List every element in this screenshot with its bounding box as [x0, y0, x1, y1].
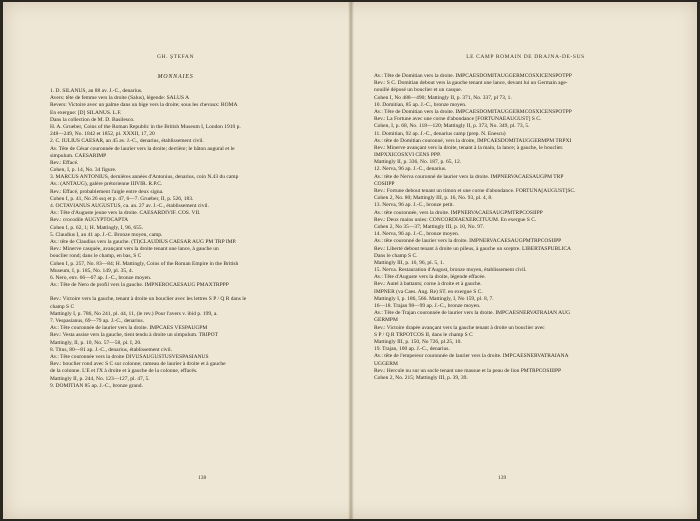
text-line: 14. Nerva, 96 ap. J.-C., bronze moyen.	[374, 231, 460, 238]
text-line: Cohen I, p. 257, No. 83—84; H. Mattingly, Coins of the Roman Empire in the British	[50, 260, 239, 267]
text-line: Mattingly III, p. 16, 96, pl. 5, 1.	[374, 259, 444, 266]
text-line: Rev.: Victoire drapée avançant vers la gauche tenant à droite un bouclier avec	[374, 324, 545, 331]
text-line: Rev.: Minerve casquée, avançant vers la droite tenant une lance, à gauche un	[50, 246, 219, 253]
text-line: bouclier rond; dans le champ, en bas, S C	[50, 253, 142, 260]
text-line: Rev.: S C. Domitian debout vers la gauche tenant une lance, devant lui un Germain age-	[374, 80, 568, 87]
right-page	[354, 2, 697, 519]
text-line: IMPNER (va Caes. Aug. Re) ST. en exergue S C.	[374, 288, 483, 295]
text-line: Rev.: Effacé, probablement l'aigle entre deux signa.	[50, 188, 164, 195]
text-line: 11. Domitian, 92 ap. J.-C., denarius camp (prep. N. Enescu)	[374, 130, 506, 137]
section-title: MONNAIES	[157, 74, 194, 80]
text-line: Mattingly II, p. 336, No. 187, p. 65, 12.	[374, 159, 462, 166]
text-line: de la colonne. L'E et l'X à droite et à gauche de la colonne, effacés.	[50, 368, 198, 375]
text-line: Museum, I, p. 185, No. 149, pl. 35, 4.	[50, 267, 133, 274]
text-line: Cohen 2, No. 80; Mattingly III, p. 16, No. 93, pl. 4, 8.	[374, 195, 493, 202]
text-line: UGGERM	[374, 360, 398, 367]
running-head-left: GH. ŞTEFAN	[156, 54, 195, 60]
left-page-text	[50, 88, 320, 390]
text-line: Av.: Tête couronnée vers la droite DIVUSAUGUSTUSVESPASIANUS	[50, 353, 209, 360]
text-line: 2. C. IULIUS CAESAR, an 45 av. J.-C., denarius, établissement civil.	[50, 138, 204, 145]
text-line: Av.: tête de Domitian couronné, vers la droite, IMPCAESDOMITAUGGERMPM TRPXI	[374, 137, 572, 144]
text-line: GERMPM	[374, 317, 398, 324]
text-line: S P / Q R TRPOTCOS II, dans le champ S C	[374, 331, 473, 338]
text-line: H. A. Grueber, Coins of the Roman Republic in the British Museum I, London 1910 p.	[50, 123, 241, 130]
text-line: Dans le champ S C.	[374, 252, 418, 259]
text-line: Av.: Tête couronnée de laurier vers la droite. IMPCAES VESPAUGPM	[50, 325, 208, 332]
text-line: 16—18. Trajan 98—99 ap. J.-C., bronze moyen.	[374, 303, 481, 309]
text-line: En exergue: [D] SILANUS. L.F.	[50, 109, 122, 116]
text-line: Av.: tête couronné de laurier vers la droite. IMPNERVACAESAUGPMTRPCOSIIPP	[374, 238, 562, 245]
text-line: 9. DOMITIAN 85 ap. J.-C., bronze grand.	[50, 382, 143, 389]
text-line: Mattingly, II, p. 10, No. 57—58, pl. I, 20.	[50, 339, 142, 346]
text-line: Cohen, I, p. 68, No. 118—120; Mattingly II, p. 373, No. 349, pl. 73, 5.	[374, 123, 530, 130]
text-line: 5. Claudius I, an 41 ap. J.-C. Bronze moyen, camp.	[50, 231, 163, 238]
text-line: nouillé déposé un bouclier et un casque.	[374, 87, 463, 94]
page-number-left: 138	[198, 475, 207, 481]
text-line: 19. Trajan, 100 ap. J.-C., denarius.	[374, 346, 450, 353]
page-number-right: 139	[498, 475, 507, 481]
text-line: 13. Nerva, 96 ap. J.-C., bronze petit.	[374, 202, 454, 209]
text-line: Av.: Tête de Domitian vers la droite. IMPCAESDOMITAUGGERMCOSXICENSPOTPP	[374, 73, 572, 79]
text-line: Rev.: Victoire vers la gauche, tenant à droite un bouclier avec les lettres S P / Q R dans le	[50, 296, 247, 303]
text-line: Av.: tête de l'empereur couronnée de laurier vers la droite. IMPCAESNERVATRAIANA	[374, 353, 569, 360]
text-line: Mattingly I, p. 786, No 241, pl. 44, 11, (le rev.) Pour l'avers v. ibid p. 199, a.	[50, 310, 218, 317]
text-line: 6. Nero, env. 66—67 ap. J.-C., bronze moyen.	[50, 274, 152, 281]
running-head-right: LE CAMP ROMAIN DE DRAJNA-DE-SUS	[466, 54, 585, 60]
text-line: Av.: (ANTAUG), galère prétorienne IIIVIR. R.P.C.	[50, 181, 163, 188]
text-line: Mattingly II, p. 244, No. 123—127, pl. 47, 5.	[50, 375, 150, 382]
text-line: Rev.: Deux mains unies: CONCORDIAEXERCITUUM. En exergue S C.	[374, 216, 537, 223]
text-line: Av.: Tête de Trajan couronnée de laurier vers la droite. IMPCAESNERVATRAIAN AUG	[374, 310, 571, 317]
text-line: 3. MARCUS ANTONIUS, dernières années d'Antonius, denarius, coin N.43 du camp	[50, 174, 239, 181]
text-line: 12. Nerva, 96 ap. J.-C., denarius.	[374, 166, 447, 173]
text-line: Av. Tête de César couronnée de laurier vers la droite; derrière; le bâton augural et le	[50, 145, 235, 152]
text-line: Av.: tête couronnée, vers la droite. IMPNERVACAESAUGPMTRPCOSIIPP	[374, 209, 543, 216]
text-line: Rev.: Minerve avançant vers la droite, tenant à la main, la lance; à gauche, le bouclier.	[374, 144, 564, 151]
right-page-text	[374, 73, 656, 382]
text-line: champ S C	[50, 303, 75, 310]
text-line: 4. OCTAVIANUS AUGUSTUS, ca. an. 27 av. J.-C., établissement civil.	[50, 203, 209, 209]
text-line: Rev.: Effacé.	[50, 159, 79, 166]
text-line: Cohen 2, No. 215; Mattingly III, p. 39, 39.	[374, 374, 468, 381]
text-line: Rev.: bouclier rond avec S C sur colonne; rameau de laurier à droite et à gauche	[50, 361, 226, 368]
text-line: Av.: tête de Claudius vers la gauche. (TI)CLAUDIUS CAESAR AUG PM TRP IMP.	[50, 238, 237, 245]
text-line: Rev.: Hercule nu sur un socle tenant une massue et la peau de lion PMTRPCOSIIIPP	[374, 367, 562, 374]
text-line: 1. D. SILANUS, an 88 av. J.-C., denarius.	[50, 88, 143, 94]
text-line: Rev.: La Fortune avec une corne d'abondance [FORTUNAEAUGUST] S C.	[374, 116, 542, 123]
left-page	[3, 2, 348, 519]
text-line: Av.: Tête de Nero de profil vers la gauche. IMPNEROCAESAUG PMAXTRPPP	[50, 282, 229, 289]
text-line: Cohen, I, p. 14, No. 34 figure.	[50, 167, 117, 174]
text-line: COSIIPP	[374, 180, 395, 187]
text-line: Cohen 2, No 35—37; Mattingly III, p. 10, No. 97.	[374, 223, 485, 230]
text-line: Av.: tête de Nerva couronné de laurier vers la droite. IMPNERVACAESAUGPM TRP	[374, 173, 564, 180]
text-line: Revers: Victoire avec un palme dans un bige vers la droite; sous les chevaux: ROMA	[50, 102, 238, 109]
text-line	[50, 289, 320, 296]
text-line: Cohen I, p. 62, 1; H. Mattingly, I, 96, 655.	[50, 224, 143, 231]
text-line: Av.: Tête d'Auguste jeune vers la droite. CAESARDIVIF. COS. VII.	[50, 210, 201, 217]
text-line: Rev.: Autel à battants; corne à droite et à gauche.	[374, 281, 482, 288]
text-line: Rev.: Vesta assise vers la gauche, tient tendu à droite un simpulum. TRIPOT	[50, 332, 218, 339]
text-line: Dans la collection de M. D. Basilesco.	[50, 116, 135, 123]
book-spread	[3, 2, 697, 519]
text-line: Mattingly III, p. 150, No 726, pl.25, 10.	[374, 338, 462, 345]
text-line: 10. Domitian, 85 ap. J.-C., bronze moyen.	[374, 101, 467, 108]
text-line: Rev.: Liberté debout tenant à droite un pileus, à gauche un sceptre. LIBERTASPUBLICA	[374, 245, 571, 252]
text-line: Avers: tête de femme vers la droite (Salus), légende: SALUS A	[50, 95, 190, 102]
text-line: Av.: Tête de Domitian vers la droite. IMPCAESDOMITAUGGERMCOSXICENSPOTPP	[374, 108, 572, 115]
text-line: Cohen I, No 488—490; Mattingly II, p. 371, No. 337, pl 73, 1.	[374, 94, 512, 101]
text-line: 8. Titus, 80—81 ap. J.-C., denarius, établissement civil.	[50, 346, 173, 353]
text-line: Cohen I, p. 41, No 26 ssq et p. 47, 6—7. Grueber, II, p. 526, 183.	[50, 195, 194, 202]
text-line: IMPXXICOSXVI CENS PPP.	[374, 152, 441, 159]
text-line: Mattingly I, p. 186, 566. Mattingly, I, No 159, pl. 8, 7.	[374, 295, 494, 302]
text-line: Av.: Tête d'Auguste vers la droite, légende effacée.	[374, 274, 486, 281]
text-line: Rev.: crocodile AUGYPTOCAPTA	[50, 217, 129, 224]
text-line: 7. Vespasianus, 69—79 ap. J.-C., denarius.	[50, 318, 144, 324]
text-line: simpulum. CAESARIMP	[50, 152, 107, 159]
text-line: 15. Nerva. Restauration d'August, bronze moyen, établissement civil.	[374, 267, 527, 274]
text-line: Rev.: Fortune debout tenant un timon et une corne d'abondance. FORTUNA[AUGUST]SC.	[374, 188, 576, 194]
text-line: 248—249, No. 1842 et 1852, pl. XXXII, 17, 20	[50, 131, 155, 138]
